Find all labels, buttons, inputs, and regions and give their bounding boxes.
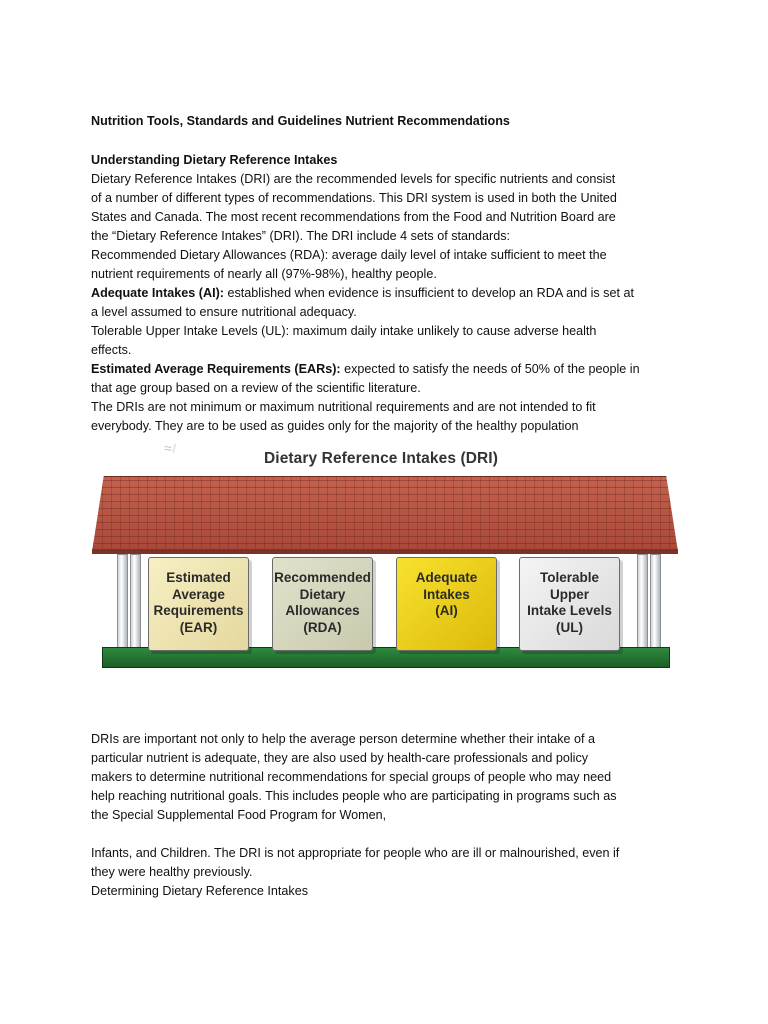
ear-definition-line bbox=[91, 360, 640, 379]
ear-label: Estimated Average Requirements (EARs): bbox=[91, 362, 341, 376]
section-heading: Understanding Dietary Reference Intakes bbox=[91, 153, 338, 167]
paragraph-line: nutrient requirements of nearly all (97%-98%), healthy people. bbox=[91, 267, 437, 281]
paragraph-line: Determining Dietary Reference Intakes bbox=[91, 884, 308, 898]
paragraph-line: everybody. They are to be used as guides only for the majority of the healthy population bbox=[91, 419, 579, 433]
ul-box bbox=[519, 557, 620, 651]
ai-box-label: Adequate Intakes (AI) bbox=[415, 570, 478, 618]
paragraph-line: the Special Supplemental Food Program for Women, bbox=[91, 808, 387, 822]
ear-box bbox=[148, 557, 249, 651]
watermark-icon: ≈⧙ bbox=[164, 440, 175, 456]
ai-text: established when evidence is insufficient to develop an RDA and is set at bbox=[223, 286, 634, 300]
roof bbox=[92, 476, 678, 552]
paragraph-line: of a number of different types of recommendations. This DRI system is used in both the United bbox=[91, 191, 617, 205]
pillar bbox=[637, 554, 648, 662]
paragraph-line: Recommended Dietary Allowances (RDA): average daily level of intake sufficient to meet the bbox=[91, 248, 607, 262]
dri-house-figure bbox=[92, 440, 682, 675]
ai-box bbox=[396, 557, 497, 651]
ai-label: Adequate Intakes (AI): bbox=[91, 286, 224, 300]
paragraph-line: States and Canada. The most recent recommendations from the Food and Nutrition Board are bbox=[91, 210, 616, 224]
paragraph-line: Tolerable Upper Intake Levels (UL): maximum daily intake unlikely to cause adverse health bbox=[91, 324, 597, 338]
paragraph-line: Dietary Reference Intakes (DRI) are the recommended levels for specific nutrients and consist bbox=[91, 172, 616, 186]
paragraph-line: that age group based on a review of the scientific literature. bbox=[91, 381, 421, 395]
rda-box bbox=[272, 557, 373, 651]
paragraph-line: Infants, and Children. The DRI is not appropriate for people who are ill or malnourished, even if bbox=[91, 846, 620, 860]
document-title: Nutrition Tools, Standards and Guidelines Nutrient Recommendations bbox=[91, 114, 510, 128]
figure-title: Dietary Reference Intakes (DRI) bbox=[264, 450, 498, 467]
ul-box-label: Tolerable Upper Intake Levels (UL) bbox=[527, 570, 612, 635]
pillar bbox=[130, 554, 141, 662]
ear-box-label: Estimated Average Requirements (EAR) bbox=[153, 570, 244, 635]
pillar bbox=[117, 554, 128, 662]
paragraph-line: effects. bbox=[91, 343, 132, 357]
paragraph-line: makers to determine nutritional recommendations for special groups of people who may need bbox=[91, 770, 612, 784]
ear-text: expected to satisfy the needs of 50% of the people in bbox=[340, 362, 640, 376]
paragraph-line: DRIs are important not only to help the average person determine whether their intake of a bbox=[91, 732, 596, 746]
paragraph-line: help reaching nutritional goals. This includes people who are participating in programs such as bbox=[91, 789, 617, 803]
rda-box-label: Recommended Dietary Allowances (RDA) bbox=[274, 570, 371, 635]
paragraph-line: the “Dietary Reference Intakes” (DRI). The DRI include 4 sets of standards: bbox=[91, 229, 511, 243]
pillar bbox=[650, 554, 661, 662]
ai-definition-line bbox=[91, 284, 634, 303]
paragraph-line: they were healthy previously. bbox=[91, 865, 253, 879]
paragraph-line: The DRIs are not minimum or maximum nutritional requirements and are not intended to fit bbox=[91, 400, 596, 414]
paragraph-line: a level assumed to ensure nutritional adequacy. bbox=[91, 305, 357, 319]
paragraph-line: particular nutrient is adequate, they are also used by health-care professionals and policy bbox=[91, 751, 589, 765]
roof-edge bbox=[92, 549, 678, 554]
